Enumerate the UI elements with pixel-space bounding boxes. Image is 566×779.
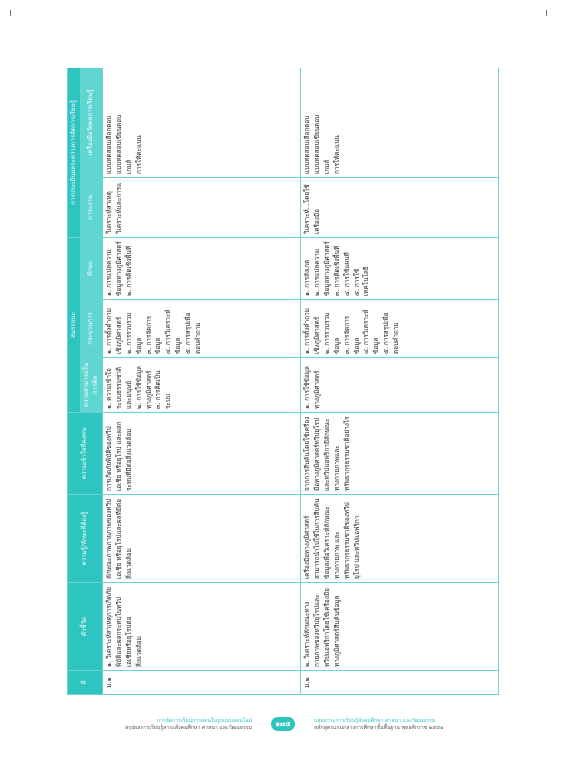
page-number-badge: ๑๗๕: [271, 717, 295, 731]
cell-competency-process: ๑. การตั้งคำถามเชิงภูมิศาสตร์ ๒. การรวบรวมข้อมูล ๓. การจัดการข้อมูล ๔. การวิเคราะห์ข้อมูล ๕. การสรุปเพื่อตอบคำถาม: [300, 300, 498, 358]
footer-right-line1: กลุ่มสาระการเรียนรู้สังคมศึกษา ศาสนา และวัฒนธรรม: [314, 718, 436, 724]
cell-knowledge: เครื่องมือทางภูมิศาสตร์สามารถนำไปใช้ในการสืบค้นข้อมูลเพื่อวิเคราะห์ลักษณะทางกายภาพ และทรัพยากรธรรมชาติของทวีปยุโรป และทวีปแอฟริกา: [300, 495, 498, 583]
cell-understanding: การเกิดภัยพิบัติของทวีปเอเชีย หรือยุโรป และผลกระทบที่มีต่อสิ่งแวดล้อม: [102, 413, 300, 495]
cell-competency-thinking: ๑. ความเข้าใจระบบธรรมชาติและมนุษย์ ๒. การใช้ข้อมูลทางภูมิศาสตร์ ๓. การคิดเป็นระบบ: [102, 358, 300, 413]
document-page: [67, 68, 499, 695]
header-no: ที่: [68, 671, 103, 695]
footer-left-line2: สรุปผลการเรียนรู้สาระสังคมศึกษา ศาสนา และวัฒนธรรม: [125, 724, 252, 731]
table-row: [102, 68, 300, 695]
cell-competency-skill: ๑. การแปลความข้อมูลทางภูมิศาสตร์ ๒. การคิดเชิงพื้นที่: [102, 237, 300, 299]
cell-indicator: ๒. วิเคราะห์ลักษณะทางกายภาพของทวีปยุโรปและทวีปแอฟริกาโดยใช้เครื่องมือทางภูมิศาสตร์สืบค้นข้อมูล: [300, 583, 498, 671]
subheader-tool: เครื่องมือวัดผลการเรียนรู้: [80, 68, 102, 177]
cell-eval-task: วิเคราะห์สาเหตุวิเคราะห์และการแ: [102, 177, 300, 237]
crop-mark-left: [10, 10, 11, 16]
cell-understanding: จากการสืบค้นโดยใช้เครื่องมือทางภูมิศาสตร์ทวีปยุโรปและทวีปแอฟริกามีลักษณะทางกายภาพและทรัพยากรธรรมชาติอย่างไร: [300, 413, 498, 495]
crop-mark-right: [546, 10, 547, 16]
footer-left: [67, 718, 252, 732]
cell-competency-thinking: ๑. การใช้ข้อมูลทางภูมิศาสตร์: [300, 358, 498, 413]
rotated-sheet: [67, 68, 499, 695]
header-understanding: ความเข้าใจที่คงทน: [68, 413, 103, 495]
header-indicator: ตัวชี้วัด: [68, 583, 103, 671]
cell-no: ม.๑: [102, 671, 300, 695]
curriculum-table: [67, 68, 499, 695]
header-knowledge: ความรู้/ทักษะที่ต้องรู้: [68, 495, 103, 583]
page-footer: [67, 716, 499, 738]
footer-right: [314, 718, 499, 732]
header-row: [68, 68, 81, 695]
footer-right-line2: หลักสูตรแกนกลางการศึกษาขั้นพื้นฐาน พุทธศักราช ๒๕๕๑: [314, 724, 444, 731]
cell-eval-tool: แบบทดสอบเลือกตอบ แบบทดสอบเขียนตอบ เกมส์ การให้คะแนน: [102, 68, 300, 177]
subheader-skill: ทักษะ: [80, 237, 102, 299]
cell-no: ม.๒: [300, 671, 498, 695]
cell-eval-tool: แบบทดสอบเลือกตอบ แบบทดสอบเขียนตอบ เกมส์ การให้คะแนน: [300, 68, 498, 177]
footer-left-line1: การจัดการเรียนการสอนในรูปแบบออนไลน์: [156, 718, 252, 724]
cell-eval-task: วิเคราะห์...โดยใช้เครื่องมือ: [300, 177, 498, 237]
header-evaluation: การประเมินผลระหว่างการจัดการเรียนรู้: [68, 68, 81, 237]
subheader-thinking: ความสามารถในการคิด: [80, 358, 102, 413]
subheader-process: กระบวนการ: [80, 300, 102, 358]
cell-competency-skill: ๑. การสังเกต ๒. การแปลความข้อมูลทางภูมิศาสตร์ ๓. การคิดเชิงพื้นที่ ๔. การใช้แผนที่ ๕. การใช้เทคโนโลยี: [300, 237, 498, 299]
cell-knowledge: ลักษณะภาพภายภาพของทวีปเอเชีย หรือยุโรปและผลที่มีต่อสิ่งแวดล้อม: [102, 495, 300, 583]
table-row: [300, 68, 498, 695]
cell-competency-process: ๑. การตั้งคำถามเชิงภูมิศาสตร์ ๒. การรวบรวมข้อมูล ๓. การจัดการข้อมูล ๔. การวิเคราะห์ข้อมูล ๕. การสรุปเพื่อตอบคำถาม: [102, 300, 300, 358]
header-competency: สมรรถนะ: [68, 237, 81, 412]
cell-indicator: ๑. วิเคราะห์สาเหตุการเกิดภัยพิบัติและผลกระทบในทวีปเอเชียหรือยุโรปต่อ สิ่งแวดล้อม: [102, 583, 300, 671]
subheader-task: ภาระงาน: [80, 177, 102, 237]
